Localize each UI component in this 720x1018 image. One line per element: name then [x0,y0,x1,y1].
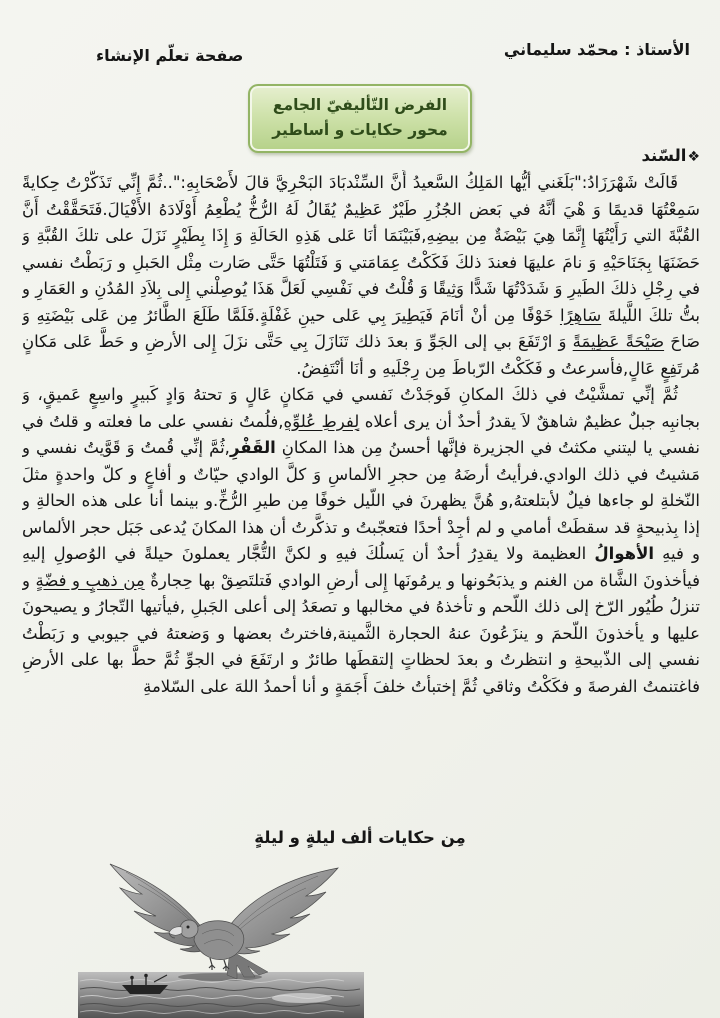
page-label: صفحة تعلّم الإنشاء [96,46,244,65]
assignment-badge-line2: محور حكايات و أساطير [272,120,448,139]
assignment-badge [248,84,472,153]
story-text [22,170,700,826]
section-title-text: السّند [641,146,687,165]
diamond-bullet-icon: ❖ [687,149,700,165]
assignment-badge-line1: الفرض التّأليفيّ الجامع [272,96,448,114]
paragraph: قَالَتْ شَهْرَزَادُ:"بَلَغَني أيُّها المَلِكُ السَّعيدُ أَنَّ السِّنْدبَادَ البَحْرِيَّ قالَ لأَصْحَابِهِ:"..ثُمَّ إِنِّي تَذَكَّرْتُ حِكايةً سَمِعْتُهَا قديمًا وَ هْيَ أنَّهُ في بَعض الجُزُرِ طَيْرٌ عَظِيمٌ يُقَالُ لَهُ الرُّخُّ يُطْعِمُ أَوْلَادَهُ الأَفْيَالَ.فَتَحَقَّقْتُ أَنَّ القُبَّةَ التي رَأَيْتُهَا إِنَّمَا هِيَ بَيْضَةٌ مِن بيضِهِ,فَبَيْنَمَا أنَا عَلى هَذِهِ الحَالَةِ وَ إِذَا بِطَيْرٍ نَزَلَ على تلكَ القُبَّةِ وَ حَضَنَهَا بِجَنَاحَيْهِ وَ نامَ عليهَا فعندَ ذلكَ فَكَكْتُ عِمَامَتي وَ فَتَلْتُهَا حَتَّى صَارت مِثْل الحَبلِ و رَبَطْتُ نفسي في رِجْلِ ذلكَ الطَيرِ وَ شَدَدْتُهَا شَدًّا وَثِيقًا وَ قُلْتُ في نَفْسِي لَعَلَّ هَذَا يُوصِلْني إِلى بِلاَدِ المُدُنِ و العَمَارِ و بتُّ تلكَ اللَّيلةَ سَاهِرًا خَوْفًا مِن أنْ أنَامَ فَيَطِيرَ بِي عَلى حينِ غَفْلَةٍ.فَلَمَّا طَلَعَ الطَّائرُ مِن عَلى بَيْضَتِهِ وَ صَاحَ صَيْحَةً عَظِيمَةً وَ ارْتَفَعَ بي إلى الجَوِّ وَ بعدَ ذلك تَنَازَلَ بِي حَتَّى نزَلَ إِلى الأرضِ و حَطَّ عَلى مَكانٍ مُرتَفِعٍ عَالٍ,فأسرعتُ و فَكَكْتُ الرّباطَ مِن رِجْلَيهِ و أنَا أنْتَفِضُ. [22,173,700,378]
section-title [642,146,700,165]
sea-engraving [78,972,364,1018]
paragraph: ثُمَّ إنِّي تمشَّيْتُ في ذلكَ المكانِ فَوجَدْتُ نَفسي في مَكانٍ عَالٍ وَ تحتهُ وَادٍ كَبيرٍ واسِعٍ عَميقٍ، وَ بجانبِه جبلٌ عظيمٌ شاهقٌ لاَ يقدرُ أحدٌ أن يرى أعلاه لِفرطِ عُلوِّهِ,فلُمتُ نفسي على ما فعلته و قلتُ في نفسي يا ليتني مكثتُ في الجزيرة فإنَّها أحسنُ مِن هذا المكانِ القَفْرِ,ثُمَّ إنِّي قُمتُ وَ قَوَّيتُ نفسي و مَشيتُ في ذلك الوادي.فرأيتُ أرضَهُ مِن حجرِ الألماسِ وَ كلَّ الوادي حيّاتٌ و أفاعٍ و كلّ واحدةٍ مثلَ النّخلةِ لو جاءها فيلٌ لأبتلعتهُ,و هُنَّ يظهرنَ في اللّيل خوفًا مِن طيرِ الرُّخِّ.و بينما أنا على هذه الحالةِ و إذا بِذبيحةٍ قد سقطَتْ أمامي و لم أجِدْ أحدًا فتعجّبتُ و تذكَّرتُ أن هذا المكانَ يُدعى جَبَل حجر الألماس و فيهِ الأهوالُ العظيمة ولا يقدِرُ أحدٌ أن يَسلُكَ فيهِ و لكنَّ التُّجَّار يعملونَ حيلةً في الوُصولِ إليهِ فيأخذونَ الشَّاة من الغنم و يذبَحُونها و يرمُونَها إِلى أرضِ الوادي فَتلتَصِقْ بها حِجارةٌ مِن ذهبٍ و فضّةٍ و تنزلُ طُيُور الرّخ إلى ذلك اللّحم و تأخذهُ في مخالبها و تصعَدُ إلى أعلى الجَبلِ ,فيأتيها التّجارُ و يصيحونَ عليها و يأخذونَ اللّحمَ و ينزَعُونَ عنهُ الحجارة الثَّمينة,فاخترتُ بعضها و وَضعتهُ في جيوبي و رَبَطْتُ نفسي إلى الذّبيحةِ و انتظرتُ و بعدَ لحظاتٍ إلتقطَها طائرٌ و ارتَفَعَ في الجوِّ ثُمَّ حطَّ بها على الأرضِ فاغتنمتُ الفرصةَ و فكَكْتُ وثاقي ثُمَّ إختبأتُ خلفَ أَجَمَةٍ و أنا أحمدُ اللهَ على السّلامةِ [22,385,700,696]
teacher-name: الأستاذ : محمّد سليماني [503,40,690,59]
roc-eagle [110,864,338,979]
source-attribution: مِن حكايات ألف ليلةٍ و ليلةٍ [254,828,466,847]
roc-eagle-over-sea-engraving [70,856,370,1018]
roc-eagle-illustration [70,856,370,1018]
